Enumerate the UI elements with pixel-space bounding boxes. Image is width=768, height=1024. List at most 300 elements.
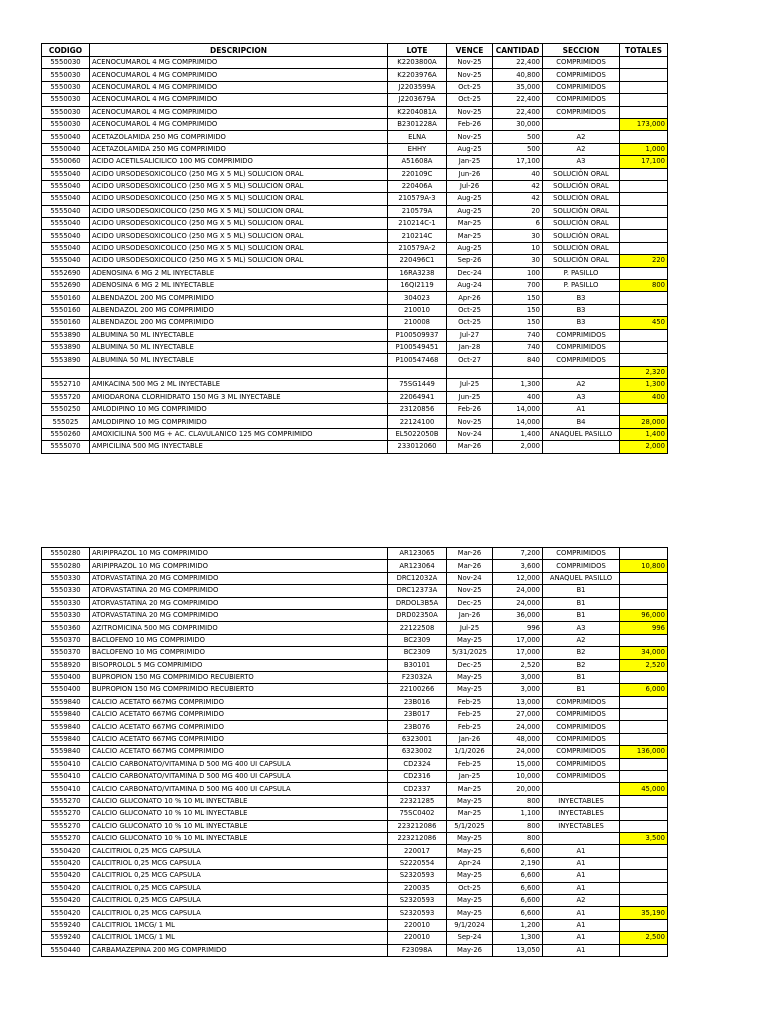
lote-cell: J2203679A <box>388 94 447 106</box>
codigo-cell: 5559840 <box>42 733 90 745</box>
table-row <box>42 647 668 659</box>
cantidad-cell: 15,000 <box>493 758 543 770</box>
seccion-cell: A1 <box>543 907 620 919</box>
lote-cell: K2203800A <box>388 57 447 69</box>
table-row <box>42 832 668 844</box>
vence-cell: Oct-25 <box>447 304 493 316</box>
seccion-cell: SOLUCIÓN ORAL <box>543 255 620 267</box>
descripcion-cell: AZITROMICINA 500 MG COMPRIMIDO <box>90 622 388 634</box>
cantidad-cell: 150 <box>493 292 543 304</box>
cantidad-cell: 6 <box>493 218 543 230</box>
descripcion-cell: AMPICILINA 500 MG INYECTABLE <box>90 441 388 453</box>
lote-cell: S2320593 <box>388 907 447 919</box>
seccion-cell: COMPRIMIDOS <box>543 329 620 341</box>
codigo-cell: 5559840 <box>42 746 90 758</box>
descripcion-cell: ACIDO URSODESOXICOLICO (250 MG X 5 ML) SOLUCION ORAL <box>90 205 388 217</box>
cantidad-cell: 42 <box>493 180 543 192</box>
cantidad-cell: 150 <box>493 317 543 329</box>
lote-cell: P100547468 <box>388 354 447 366</box>
vence-cell: Oct-27 <box>447 354 493 366</box>
descripcion-cell <box>90 366 388 378</box>
cantidad-cell: 500 <box>493 143 543 155</box>
codigo-cell: 5555040 <box>42 242 90 254</box>
codigo-cell: 5550330 <box>42 597 90 609</box>
total-cell <box>620 795 668 807</box>
codigo-cell: 5550160 <box>42 292 90 304</box>
codigo-cell: 5555040 <box>42 168 90 180</box>
total-cell <box>620 944 668 956</box>
lote-cell: A51608A <box>388 156 447 168</box>
seccion-cell: A1 <box>543 919 620 931</box>
cantidad-cell: 24,000 <box>493 597 543 609</box>
lote-cell: 220406A <box>388 180 447 192</box>
seccion-cell: A3 <box>543 622 620 634</box>
codigo-cell: 5550280 <box>42 560 90 572</box>
total-cell: 173,000 <box>620 118 668 130</box>
table-row <box>42 341 668 353</box>
codigo-cell: 5550420 <box>42 907 90 919</box>
table-row <box>42 403 668 415</box>
descripcion-cell: ALBUMINA 50 ML INYECTABLE <box>90 341 388 353</box>
table-row <box>42 696 668 708</box>
cantidad-cell: 6,600 <box>493 894 543 906</box>
total-cell <box>620 696 668 708</box>
descripcion-cell: CALCIO ACETATO 667MG COMPRIMIDO <box>90 709 388 721</box>
descripcion-cell: ALBENDAZOL 200 MG COMPRIMIDO <box>90 317 388 329</box>
descripcion-cell: ACIDO URSODESOXICOLICO (250 MG X 5 ML) SOLUCION ORAL <box>90 218 388 230</box>
lote-cell: F23032A <box>388 671 447 683</box>
descripcion-cell: CALCITRIOL 0,25 MCG CAPSULA <box>90 894 388 906</box>
lote-cell: K2204081A <box>388 106 447 118</box>
seccion-cell: A1 <box>543 944 620 956</box>
codigo-cell: 5550330 <box>42 572 90 584</box>
table-row <box>42 709 668 721</box>
codigo-cell: 5555270 <box>42 820 90 832</box>
descripcion-cell: ACIDO URSODESOXICOLICO (250 MG X 5 ML) SOLUCION ORAL <box>90 255 388 267</box>
total-cell: 17,100 <box>620 156 668 168</box>
cantidad-cell: 800 <box>493 795 543 807</box>
seccion-cell: A1 <box>543 857 620 869</box>
lote-cell: DRC12373A <box>388 585 447 597</box>
vence-cell: Oct-25 <box>447 94 493 106</box>
lote-cell: 210579A <box>388 205 447 217</box>
descripcion-cell: CALCIO GLUCONATO 10 % 10 ML INYECTABLE <box>90 808 388 820</box>
codigo-cell: 5550040 <box>42 143 90 155</box>
seccion-cell: COMPRIMIDOS <box>543 709 620 721</box>
seccion-cell: A1 <box>543 403 620 415</box>
codigo-cell: 5555040 <box>42 255 90 267</box>
inventory-table-2 <box>41 547 668 957</box>
codigo-cell: 5555040 <box>42 205 90 217</box>
seccion-cell <box>543 441 620 453</box>
total-cell: 996 <box>620 622 668 634</box>
vence-cell: May-25 <box>447 870 493 882</box>
cantidad-cell: 150 <box>493 304 543 316</box>
lote-cell: EL5022050B <box>388 428 447 440</box>
lote-cell: 220496C1 <box>388 255 447 267</box>
lote-cell: CD2316 <box>388 771 447 783</box>
descripcion-cell: CALCIO ACETATO 667MG COMPRIMIDO <box>90 746 388 758</box>
codigo-cell: 5550420 <box>42 894 90 906</box>
table-row <box>42 820 668 832</box>
descripcion-cell: ACENOCUMAROL 4 MG COMPRIMIDO <box>90 57 388 69</box>
lote-cell: B30101 <box>388 659 447 671</box>
total-cell <box>620 354 668 366</box>
codigo-cell: 5550160 <box>42 304 90 316</box>
cantidad-cell: 30 <box>493 255 543 267</box>
seccion-cell: SOLUCIÓN ORAL <box>543 180 620 192</box>
vence-cell: Dec-25 <box>447 597 493 609</box>
vence-cell: Jun-26 <box>447 168 493 180</box>
lote-cell: AR123064 <box>388 560 447 572</box>
seccion-cell: COMPRIMIDOS <box>543 354 620 366</box>
cantidad-cell: 2,000 <box>493 441 543 453</box>
table-row <box>42 193 668 205</box>
vence-cell: May-25 <box>447 845 493 857</box>
descripcion-cell: CALCIO GLUCONATO 10 % 10 ML INYECTABLE <box>90 832 388 844</box>
cantidad-cell <box>493 366 543 378</box>
lote-cell: CD2324 <box>388 758 447 770</box>
lote-cell <box>388 366 447 378</box>
vence-cell: Jan-28 <box>447 341 493 353</box>
descripcion-cell: ACIDO ACETILSALICILICO 100 MG COMPRIMIDO <box>90 156 388 168</box>
total-cell <box>620 597 668 609</box>
descripcion-cell: CALCIO GLUCONATO 10 % 10 ML INYECTABLE <box>90 795 388 807</box>
descripcion-cell: BUPROPION 150 MG COMPRIMIDO RECUBIERTO <box>90 671 388 683</box>
cantidad-cell: 24,000 <box>493 746 543 758</box>
header-cantidad: CANTIDAD <box>493 44 543 57</box>
lote-cell: 75SC0402 <box>388 808 447 820</box>
total-cell: 1,400 <box>620 428 668 440</box>
codigo-cell: 5550410 <box>42 783 90 795</box>
total-cell <box>620 894 668 906</box>
table-row <box>42 156 668 168</box>
table-row <box>42 758 668 770</box>
total-cell <box>620 81 668 93</box>
cantidad-cell: 17,000 <box>493 634 543 646</box>
descripcion-cell: AMIKACINA 500 MG 2 ML INYECTABLE <box>90 379 388 391</box>
vence-cell: Nov-24 <box>447 572 493 584</box>
seccion-cell: A3 <box>543 391 620 403</box>
codigo-cell: 5550400 <box>42 684 90 696</box>
lote-cell: ELNA <box>388 131 447 143</box>
table-row <box>42 585 668 597</box>
lote-cell: S2220554 <box>388 857 447 869</box>
codigo-cell: 5550420 <box>42 845 90 857</box>
vence-cell: Jul-25 <box>447 622 493 634</box>
cantidad-cell: 1,300 <box>493 932 543 944</box>
seccion-cell: A1 <box>543 870 620 882</box>
table-1-body <box>42 57 668 454</box>
cantidad-cell: 24,000 <box>493 585 543 597</box>
table-row <box>42 168 668 180</box>
total-cell: 3,500 <box>620 832 668 844</box>
table-row <box>42 317 668 329</box>
codigo-cell: 5559240 <box>42 919 90 931</box>
lote-cell: P100509937 <box>388 329 447 341</box>
cantidad-cell: 1,100 <box>493 808 543 820</box>
total-cell <box>620 180 668 192</box>
total-cell <box>620 808 668 820</box>
vence-cell: Feb-25 <box>447 721 493 733</box>
cantidad-cell: 840 <box>493 354 543 366</box>
table-row <box>42 771 668 783</box>
codigo-cell: 5550370 <box>42 634 90 646</box>
total-cell: 136,000 <box>620 746 668 758</box>
table-2-body <box>42 548 668 957</box>
vence-cell: Mar-26 <box>447 441 493 453</box>
descripcion-cell: ATORVASTATINA 20 MG COMPRIMIDO <box>90 597 388 609</box>
descripcion-cell: ACETAZOLAMIDA 250 MG COMPRIMIDO <box>90 143 388 155</box>
seccion-cell: COMPRIMIDOS <box>543 746 620 758</box>
table-row <box>42 366 668 378</box>
codigo-cell: 5550160 <box>42 317 90 329</box>
codigo-cell: 5550410 <box>42 758 90 770</box>
table-row <box>42 255 668 267</box>
cantidad-cell: 2,190 <box>493 857 543 869</box>
total-cell: 45,000 <box>620 783 668 795</box>
seccion-cell: B2 <box>543 647 620 659</box>
vence-cell: Mar-26 <box>447 548 493 560</box>
lote-cell: B2301228A <box>388 118 447 130</box>
seccion-cell: A2 <box>543 143 620 155</box>
seccion-cell: A2 <box>543 894 620 906</box>
total-cell <box>620 341 668 353</box>
descripcion-cell: CALCIO GLUCONATO 10 % 10 ML INYECTABLE <box>90 820 388 832</box>
codigo-cell: 5555720 <box>42 391 90 403</box>
lote-cell: S2320593 <box>388 894 447 906</box>
lote-cell: AR123065 <box>388 548 447 560</box>
table-row <box>42 280 668 292</box>
cantidad-cell: 6,600 <box>493 870 543 882</box>
vence-cell: Sep-26 <box>447 255 493 267</box>
table-row <box>42 795 668 807</box>
total-cell <box>620 168 668 180</box>
cantidad-cell: 17,100 <box>493 156 543 168</box>
lote-cell: 304023 <box>388 292 447 304</box>
vence-cell: Dec-24 <box>447 267 493 279</box>
seccion-cell: COMPRIMIDOS <box>543 560 620 572</box>
vence-cell: Mar-25 <box>447 230 493 242</box>
table-row <box>42 597 668 609</box>
descripcion-cell: ADENOSINA 6 MG 2 ML INYECTABLE <box>90 267 388 279</box>
codigo-cell: 5555040 <box>42 193 90 205</box>
vence-cell: Mar-25 <box>447 783 493 795</box>
vence-cell: Feb-25 <box>447 709 493 721</box>
lote-cell: 223212086 <box>388 820 447 832</box>
total-cell <box>620 242 668 254</box>
vence-cell: May-25 <box>447 832 493 844</box>
total-cell <box>620 820 668 832</box>
lote-cell: 22122508 <box>388 622 447 634</box>
header-row <box>42 44 668 57</box>
total-cell <box>620 292 668 304</box>
table-row <box>42 548 668 560</box>
vence-cell: Sep-24 <box>447 932 493 944</box>
table-row <box>42 180 668 192</box>
cantidad-cell: 22,400 <box>493 106 543 118</box>
cantidad-cell: 20 <box>493 205 543 217</box>
header-vence: VENCE <box>447 44 493 57</box>
lote-cell: 23B016 <box>388 696 447 708</box>
descripcion-cell: AMLODIPINO 10 MG COMPRIMIDO <box>90 416 388 428</box>
seccion-cell: B1 <box>543 597 620 609</box>
table-row <box>42 267 668 279</box>
codigo-cell: 5550420 <box>42 857 90 869</box>
lote-cell: 23B076 <box>388 721 447 733</box>
descripcion-cell: CALCIO ACETATO 667MG COMPRIMIDO <box>90 721 388 733</box>
table-row <box>42 218 668 230</box>
total-cell <box>620 572 668 584</box>
seccion-cell: A1 <box>543 932 620 944</box>
lote-cell: 210010 <box>388 304 447 316</box>
total-cell <box>620 193 668 205</box>
vence-cell: Feb-26 <box>447 403 493 415</box>
table-row <box>42 932 668 944</box>
seccion-cell: COMPRIMIDOS <box>543 94 620 106</box>
vence-cell: Aug-25 <box>447 205 493 217</box>
lote-cell: 16QI2119 <box>388 280 447 292</box>
total-cell <box>620 131 668 143</box>
descripcion-cell: CALCIO CARBONATO/VITAMINA D 500 MG 400 UI CAPSULA <box>90 771 388 783</box>
cantidad-cell: 30 <box>493 230 543 242</box>
lote-cell: K2203976A <box>388 69 447 81</box>
descripcion-cell: CALCIO CARBONATO/VITAMINA D 500 MG 400 UI CAPSULA <box>90 758 388 770</box>
descripcion-cell: BACLOFENO 10 MG COMPRIMIDO <box>90 634 388 646</box>
total-cell: 35,190 <box>620 907 668 919</box>
total-cell <box>620 721 668 733</box>
table-row <box>42 94 668 106</box>
table-row <box>42 292 668 304</box>
seccion-cell: B2 <box>543 659 620 671</box>
lote-cell: 22100266 <box>388 684 447 696</box>
descripcion-cell: ACIDO URSODESOXICOLICO (250 MG X 5 ML) SOLUCION ORAL <box>90 180 388 192</box>
vence-cell: Dec-25 <box>447 659 493 671</box>
lote-cell: 16RA3238 <box>388 267 447 279</box>
vence-cell: Jan-26 <box>447 733 493 745</box>
lote-cell: 233012060 <box>388 441 447 453</box>
cantidad-cell: 10 <box>493 242 543 254</box>
cantidad-cell: 12,000 <box>493 572 543 584</box>
table-row <box>42 944 668 956</box>
seccion-cell: COMPRIMIDOS <box>543 696 620 708</box>
seccion-cell: COMPRIMIDOS <box>543 548 620 560</box>
vence-cell: Aug-25 <box>447 193 493 205</box>
codigo-cell: 5555070 <box>42 441 90 453</box>
total-cell: 10,800 <box>620 560 668 572</box>
vence-cell: Nov-25 <box>447 69 493 81</box>
vence-cell: Jun-25 <box>447 391 493 403</box>
table-row <box>42 242 668 254</box>
total-cell <box>620 94 668 106</box>
table-row <box>42 721 668 733</box>
seccion-cell: B3 <box>543 317 620 329</box>
descripcion-cell: BUPROPION 150 MG COMPRIMIDO RECUBIERTO <box>90 684 388 696</box>
table-row <box>42 907 668 919</box>
codigo-cell: 555025 <box>42 416 90 428</box>
total-cell <box>620 403 668 415</box>
total-cell <box>620 634 668 646</box>
codigo-cell: 5550030 <box>42 57 90 69</box>
vence-cell: Nov-25 <box>447 106 493 118</box>
codigo-cell: 5550040 <box>42 131 90 143</box>
lote-cell: J2203599A <box>388 81 447 93</box>
descripcion-cell: ACETAZOLAMIDA 250 MG COMPRIMIDO <box>90 131 388 143</box>
vence-cell: Nov-24 <box>447 428 493 440</box>
cantidad-cell: 35,000 <box>493 81 543 93</box>
seccion-cell <box>543 832 620 844</box>
descripcion-cell: CALCITRIOL 0,25 MCG CAPSULA <box>90 857 388 869</box>
cantidad-cell: 14,000 <box>493 403 543 415</box>
seccion-cell: SOLUCIÓN ORAL <box>543 168 620 180</box>
codigo-cell: 5550280 <box>42 548 90 560</box>
descripcion-cell: ADENOSINA 6 MG 2 ML INYECTABLE <box>90 280 388 292</box>
cantidad-cell: 1,200 <box>493 919 543 931</box>
total-cell: 1,000 <box>620 143 668 155</box>
descripcion-cell: ACENOCUMAROL 4 MG COMPRIMIDO <box>90 106 388 118</box>
seccion-cell: INYECTABLES <box>543 808 620 820</box>
seccion-cell: ANAQUEL PASILLO <box>543 428 620 440</box>
seccion-cell <box>543 366 620 378</box>
table-row <box>42 870 668 882</box>
vence-cell: 1/1/2026 <box>447 746 493 758</box>
descripcion-cell: ACENOCUMAROL 4 MG COMPRIMIDO <box>90 94 388 106</box>
vence-cell: May-25 <box>447 894 493 906</box>
codigo-cell: 5550420 <box>42 882 90 894</box>
total-cell <box>620 771 668 783</box>
vence-cell: May-25 <box>447 907 493 919</box>
codigo-cell: 5559840 <box>42 721 90 733</box>
cantidad-cell: 22,400 <box>493 57 543 69</box>
vence-cell: Aug-24 <box>447 280 493 292</box>
vence-cell: Feb-25 <box>447 696 493 708</box>
total-cell: 2,500 <box>620 932 668 944</box>
codigo-cell: 5555040 <box>42 180 90 192</box>
header-lote: LOTE <box>388 44 447 57</box>
vence-cell: Feb-26 <box>447 118 493 130</box>
seccion-cell: P. PASILLO <box>543 267 620 279</box>
vence-cell: Jan-25 <box>447 156 493 168</box>
total-cell <box>620 69 668 81</box>
total-cell <box>620 709 668 721</box>
seccion-cell: B1 <box>543 684 620 696</box>
total-cell <box>620 548 668 560</box>
cantidad-cell: 996 <box>493 622 543 634</box>
descripcion-cell: BACLOFENO 10 MG COMPRIMIDO <box>90 647 388 659</box>
descripcion-cell: CALCIO CARBONATO/VITAMINA D 500 MG 400 UI CAPSULA <box>90 783 388 795</box>
seccion-cell: COMPRIMIDOS <box>543 69 620 81</box>
codigo-cell: 5552710 <box>42 379 90 391</box>
lote-cell: 220035 <box>388 882 447 894</box>
table-row <box>42 106 668 118</box>
lote-cell: 75SG1449 <box>388 379 447 391</box>
lote-cell: 6323001 <box>388 733 447 745</box>
total-cell <box>620 585 668 597</box>
lote-cell: S2320593 <box>388 870 447 882</box>
total-cell: 34,000 <box>620 647 668 659</box>
total-cell <box>620 882 668 894</box>
cantidad-cell: 17,000 <box>493 647 543 659</box>
descripcion-cell: ACIDO URSODESOXICOLICO (250 MG X 5 ML) SOLUCION ORAL <box>90 230 388 242</box>
lote-cell: 210214C <box>388 230 447 242</box>
table-row <box>42 304 668 316</box>
table-row <box>42 634 668 646</box>
descripcion-cell: ACIDO URSODESOXICOLICO (250 MG X 5 ML) SOLUCION ORAL <box>90 168 388 180</box>
table-row <box>42 354 668 366</box>
total-cell <box>620 733 668 745</box>
vence-cell: Mar-25 <box>447 218 493 230</box>
cantidad-cell: 40,800 <box>493 69 543 81</box>
